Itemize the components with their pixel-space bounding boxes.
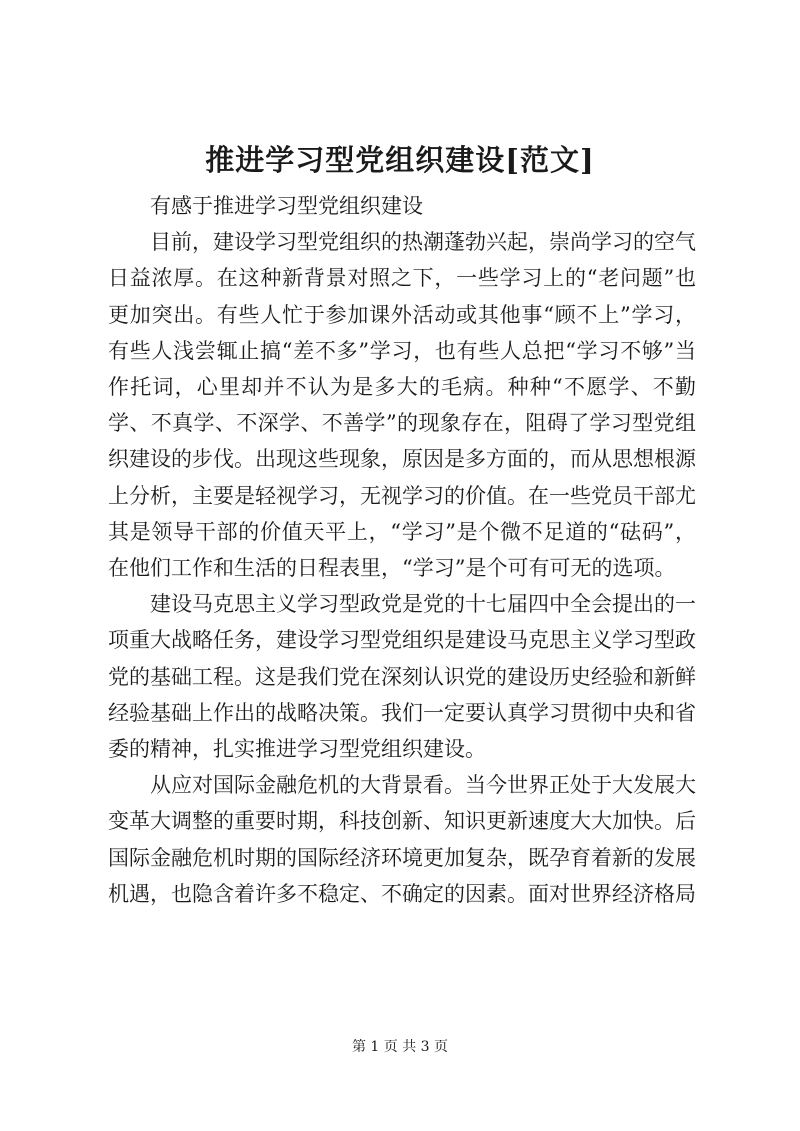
document-title: 推进学习型党组织建设[范文] xyxy=(205,143,595,177)
body-paragraph: 建设马克思主义学习型政党是党的十七届四中全会提出的一项重大战略任务，建设学习型党组织是建设马克思主义学习型政党的基础工程。这是我们党在深刻认识党的建设历史经验和新鲜经验基础上作出的战略决策。我们一定要认真学习贯彻中央和省委的精神，扎实推进学习型党组织建设。 xyxy=(108,592,696,762)
body-paragraph: 目前，建设学习型党组织的热潮蓬勃兴起，崇尚学习的空气日益浓厚。在这种新背景对照之下，一些学习上的“老问题”也更加突出。有些人忙于参加课外活动或其他事“顾不上”学习，有些人浅尝辄止搞“差不多”学习，也有些人总把“学习不够”当作托词，心里却并不认为是多大的毛病。种种“不愿学、不勤学、不真学、不深学、不善学”的现象存在，阻碍了学习型党组织建设的步伐。出现这些现象，原因是多方面的，而从思想根源上分析，主要是轻视学习，无视学习的价值。在一些党员干部尤其是领导干部的价值天平上，“学习”是个微不足道的“砝码”，在他们工作和生活的日程表里，“学习”是个可有可无的选项。 xyxy=(108,230,696,581)
body-paragraph: 从应对国际金融危机的大背景看。当今世界正处于大发展大变革大调整的重要时期，科技创新、知识更新速度大大加快。后国际金融危机时期的国际经济环境更加复杂，既孕育着新的发展机遇，也隐含着许多不稳定、不确定的因素。面对世界经济格局 xyxy=(108,773,696,906)
subtitle-paragraph: 有感于推进学习型党组织建设 xyxy=(150,194,423,218)
document-body xyxy=(108,188,696,912)
page-number-footer: 第 1 页 共 3 页 xyxy=(351,1039,449,1055)
